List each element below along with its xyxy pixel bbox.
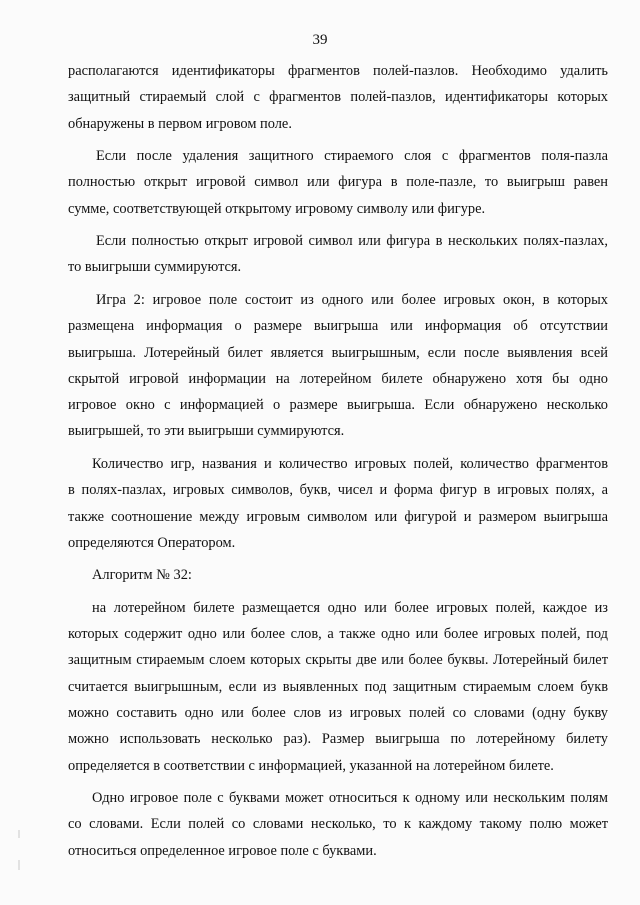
paragraph bbox=[68, 595, 608, 779]
algorithm-heading: Алгоритм № 32: bbox=[92, 567, 192, 584]
text-line: располагаются идентификаторы фрагментов полей-пазлов. Необходимо удалить bbox=[68, 63, 608, 79]
text-line: то выигрыши суммируются. bbox=[68, 259, 242, 276]
text-line: определяется в соответствии с информацией, указанной на лотерейном билете. bbox=[68, 757, 554, 774]
text-line: на лотерейном билете размещается одно или более игровых полей, каждое из bbox=[92, 599, 608, 616]
text-line: размещена информация о размере выигрыша или информация об отсутствии bbox=[68, 318, 608, 335]
text-line: определяются Оператором. bbox=[68, 534, 236, 551]
page-number: 39 bbox=[312, 32, 328, 48]
text-line: относиться определенное игровое поле с буквами. bbox=[68, 842, 377, 859]
text-line: считается выигрышным, если из выявленных под защитным стираемым слоем букв bbox=[68, 678, 608, 695]
paragraph bbox=[68, 143, 608, 222]
text-line: полностью открыт игровой символ или фигура в поле-пазле, то выигрыш равен bbox=[68, 174, 608, 191]
paragraph bbox=[68, 562, 608, 588]
text-line: игровое окно с информацией о размере выигрыша. Если обнаружено несколько bbox=[68, 397, 608, 414]
paragraph bbox=[68, 785, 608, 864]
text-line: Количество игр, названия и количество игровых полей, количество фрагментов bbox=[92, 455, 608, 472]
text-line: Если после удаления защитного стираемого слоя с фрагментов поля-пазла bbox=[96, 148, 608, 165]
text-line: обнаружены в первом игровом поле. bbox=[68, 115, 292, 132]
text-line: со словами. Если полей со словами несколько, то к каждому такому полю может bbox=[68, 816, 608, 833]
text-line: защитный стираемый слой с фрагментов полей-пазлов, идентификаторы которых bbox=[68, 89, 608, 106]
text-line: которых содержит одно или более слов, а также одно или более игровых полей, под bbox=[68, 626, 608, 643]
paragraph bbox=[68, 451, 608, 556]
scan-artifact-mark bbox=[18, 830, 20, 870]
paragraph bbox=[68, 58, 608, 137]
paragraph bbox=[68, 287, 608, 445]
text-line: выигрышей, то эти выигрыши суммируются. bbox=[68, 423, 345, 440]
text-line: Одно игровое поле с буквами может относиться к одному или нескольким полям bbox=[92, 790, 608, 807]
text-line: можно использовать несколько раз). Размер выигрыша по лотерейному билету bbox=[68, 731, 608, 748]
text-line: выигрыша. Лотерейный билет является выигрышным, если после выявления всей bbox=[68, 344, 608, 361]
text-line: можно составить одно или более слов из игровых полей со словами (одну букву bbox=[68, 704, 608, 721]
text-line: сумме, соответствующей открытому игровому символу или фигуре. bbox=[68, 200, 486, 217]
text-line: в полях-пазлах, игровых символов, букв, чисел и форма фигур в игровых полях, а bbox=[68, 482, 608, 499]
paragraph bbox=[68, 228, 608, 281]
text-line: Игра 2: игровое поле состоит из одного или более игровых окон, в которых bbox=[96, 291, 608, 308]
text-line: Если полностью открыт игровой символ или фигура в нескольких полях-пазлах, bbox=[96, 233, 608, 250]
document-body bbox=[68, 58, 608, 864]
text-line: также соотношение между игровым символом или фигурой и размером выигрыша bbox=[68, 508, 608, 525]
text-line: скрытой игровой информации на лотерейном билете обнаружено хотя бы одно bbox=[68, 370, 608, 387]
text-line: защитным стираемым слоем которых скрыты две или более буквы. Лотерейный билет bbox=[68, 652, 608, 669]
